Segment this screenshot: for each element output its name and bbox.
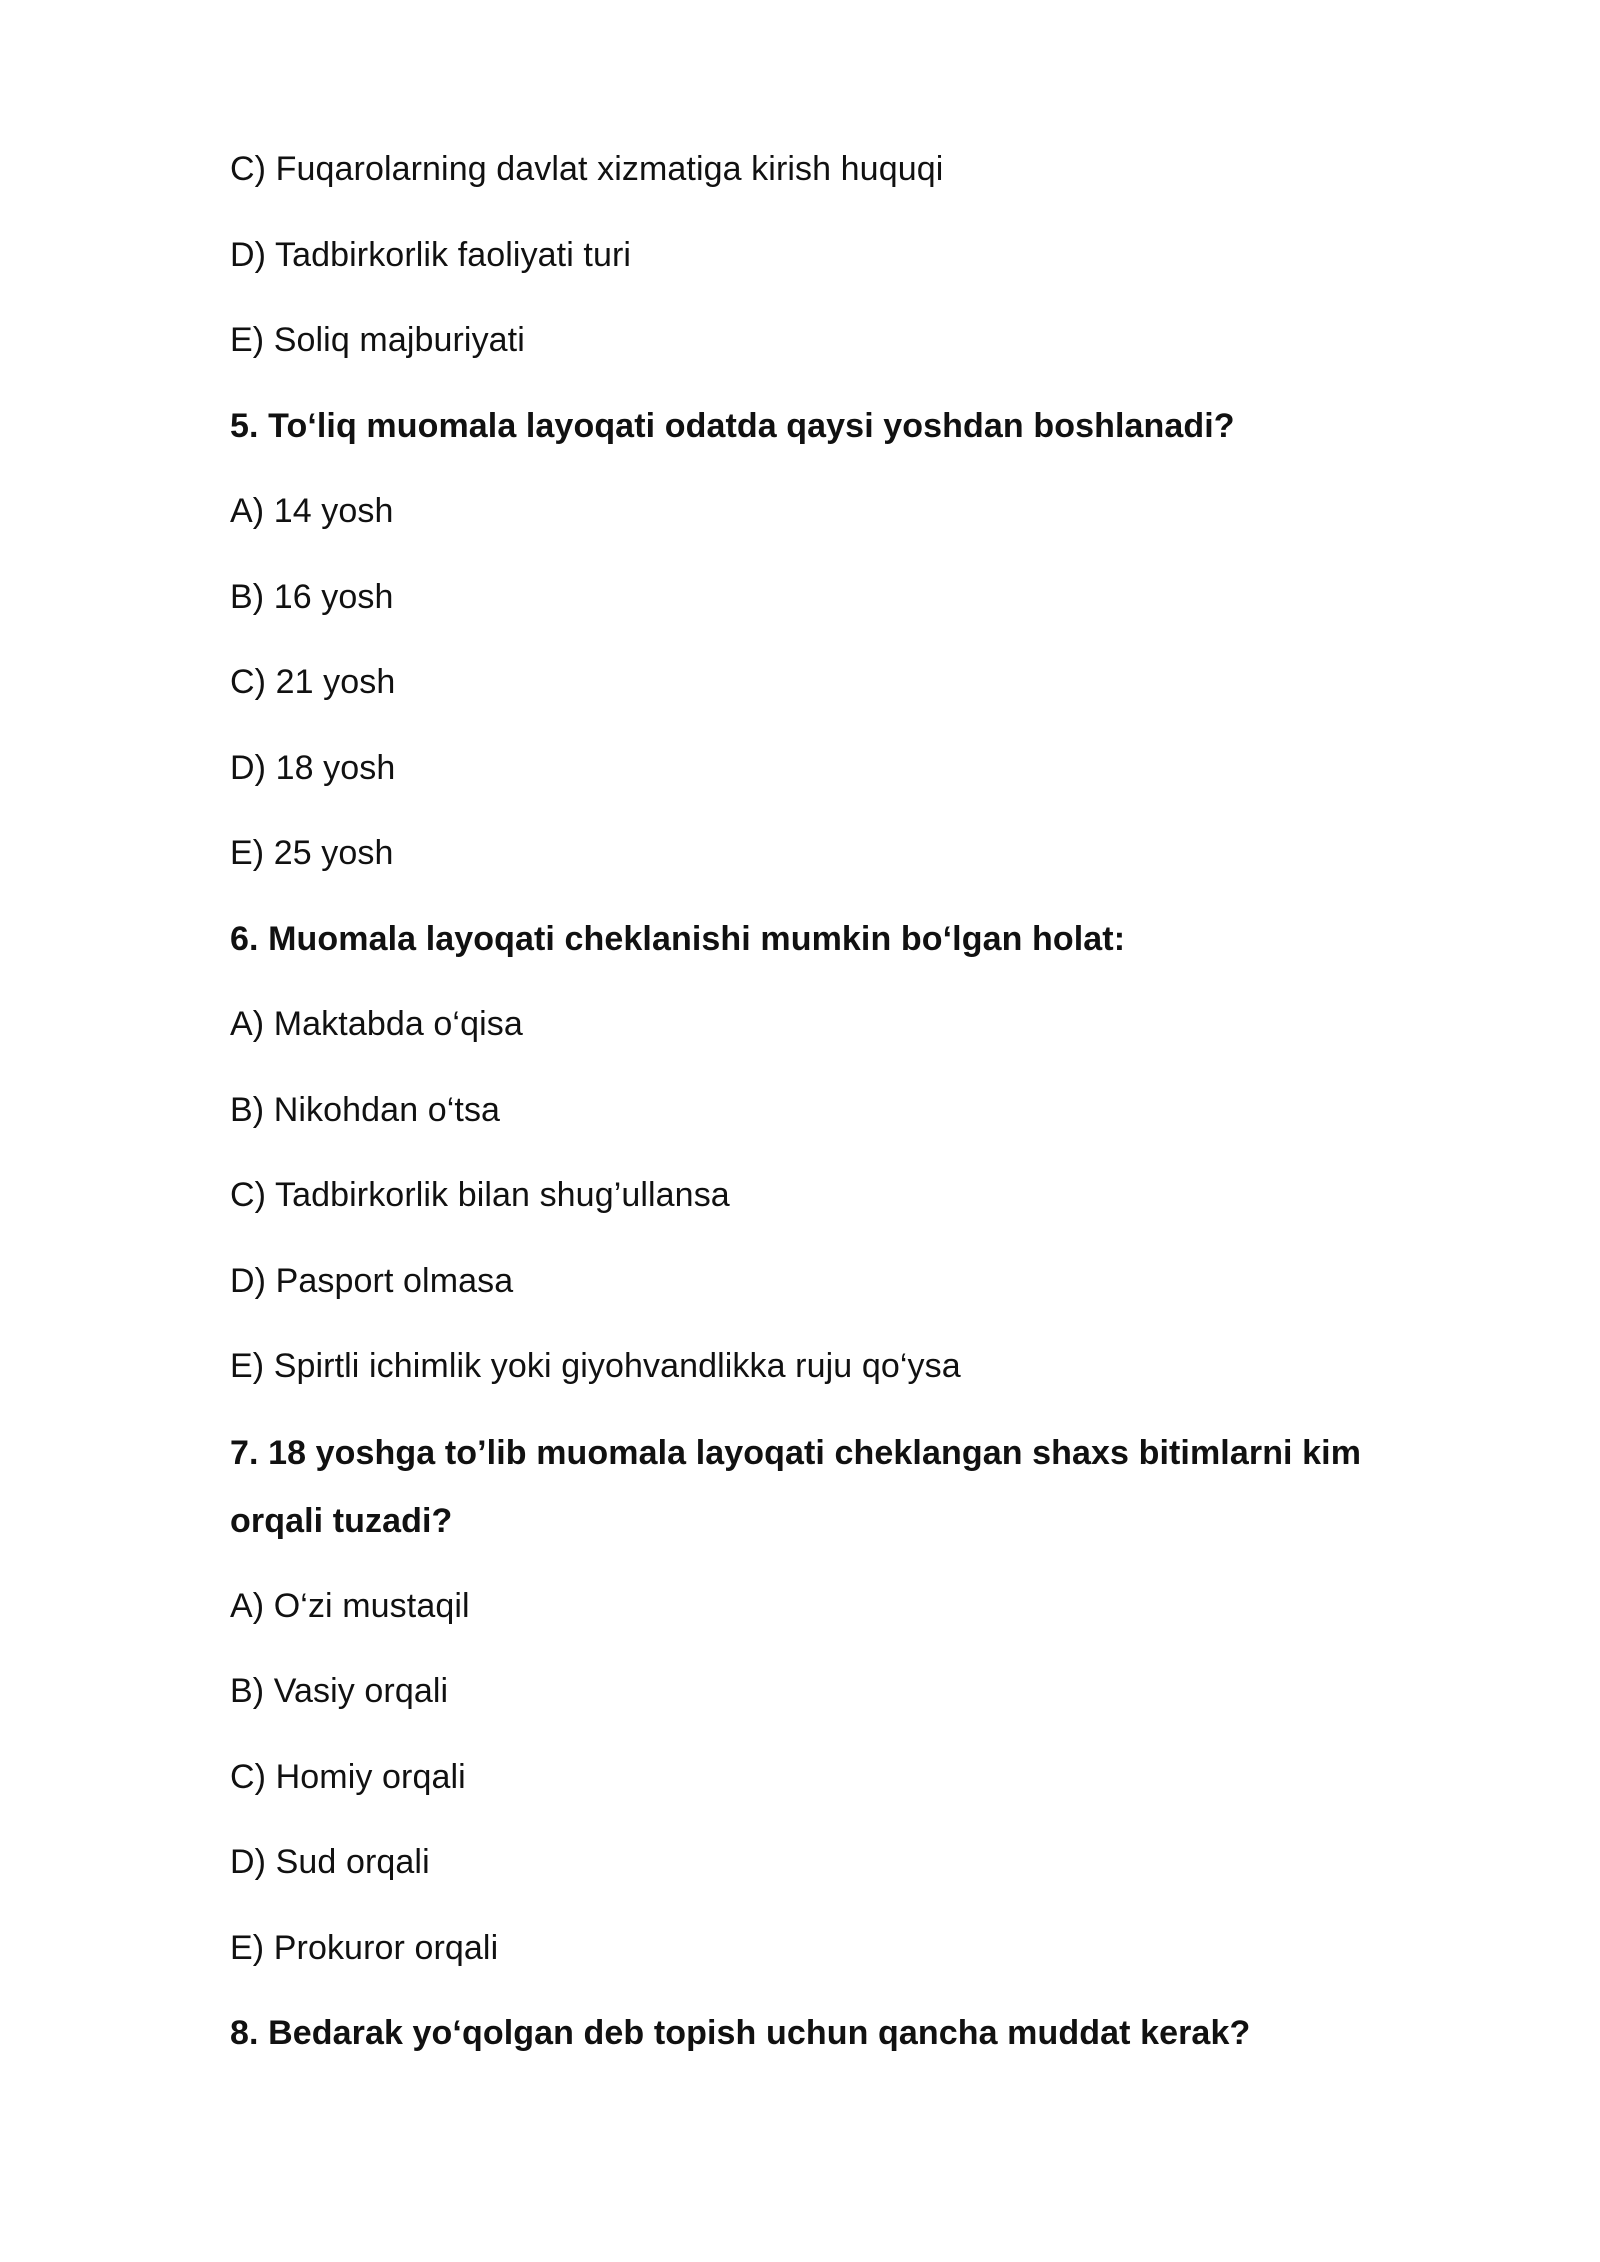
answer-option: A) Maktabda o‘qisa bbox=[230, 1005, 523, 1043]
answer-option: E) Soliq majburiyati bbox=[230, 321, 525, 359]
answer-option: C) 21 yosh bbox=[230, 663, 396, 701]
answer-option: E) Spirtli ichimlik yoki giyohvandlikka ruju qo‘ysa bbox=[230, 1347, 961, 1385]
document-body bbox=[230, 148, 1430, 2098]
answer-option: A) 14 yosh bbox=[230, 492, 394, 530]
answer-option: D) 18 yosh bbox=[230, 748, 396, 787]
question-heading: 6. Muomala layoqati cheklanishi mumkin bo‘lgan holat: bbox=[230, 919, 1126, 958]
answer-option: E) 25 yosh bbox=[230, 834, 394, 872]
answer-option: D) Pasport olmasa bbox=[230, 1261, 514, 1300]
answer-option: A) O‘zi mustaqil bbox=[230, 1586, 470, 1625]
answer-option: C) Fuqarolarning davlat xizmatiga kirish huquqi bbox=[230, 150, 944, 188]
answer-option: B) Vasiy orqali bbox=[230, 1672, 449, 1710]
question-heading: 5. To‘liq muomala layoqati odatda qaysi yoshdan boshlanadi? bbox=[230, 406, 1235, 445]
question-heading: 7. 18 yoshga to’lib muomala layoqati cheklangan shaxs bitimlarni kim orqali tuzadi? bbox=[230, 1433, 1362, 1540]
answer-option: E) Prokuror orqali bbox=[230, 1928, 499, 1967]
answer-option: B) 16 yosh bbox=[230, 577, 394, 616]
answer-option: D) Sud orqali bbox=[230, 1843, 430, 1881]
answer-option: C) Tadbirkorlik bilan shug’ullansa bbox=[230, 1176, 730, 1214]
answer-option: C) Homiy orqali bbox=[230, 1757, 466, 1796]
answer-option: D) Tadbirkorlik faoliyati turi bbox=[230, 235, 632, 274]
answer-option: B) Nikohdan o‘tsa bbox=[230, 1090, 501, 1129]
question-heading: 8. Bedarak yo‘qolgan deb topish uchun qancha muddat kerak? bbox=[230, 2014, 1251, 2052]
